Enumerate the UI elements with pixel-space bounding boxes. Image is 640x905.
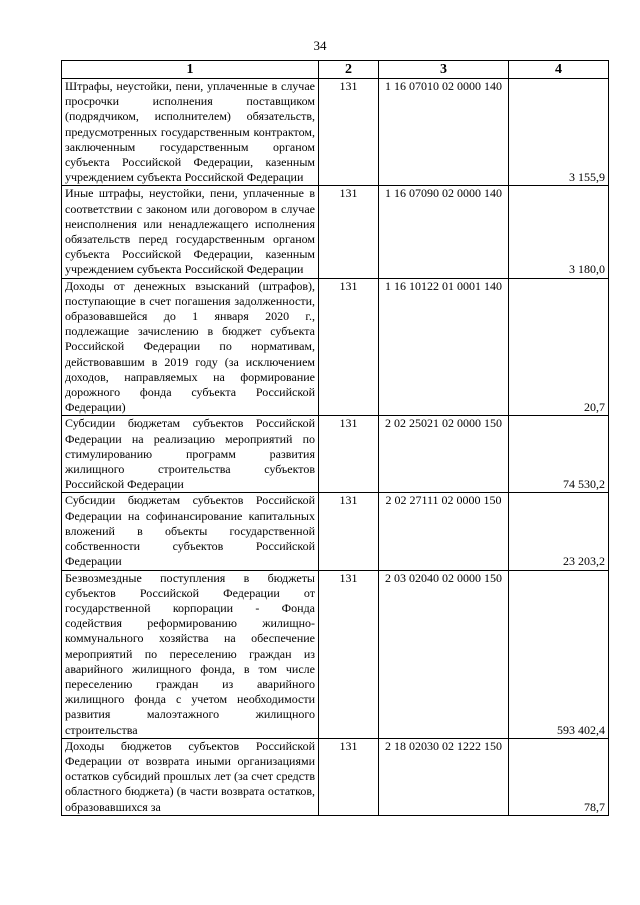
income-name: Доходы бюджетов субъектов Российской Федерации от возврата иными организациями остатков субсидий прошлых лет (за счет средств областного бюджета) (в части возврата остатков, образовавшихся за [62,738,319,815]
page-number: 34 [313,38,327,53]
line-code: 131 [319,738,379,815]
income-name: Иные штрафы, неустойки, пени, уплаченные в соответствии с законом или договором в случае неисполнения или ненадлежащего исполнения обязательств перед государственным органом субъекта Российской Федерации, казенным учреждением субъекта Российской Федерации [62,186,319,278]
amount: 23 203,2 [509,493,609,570]
amount: 78,7 [509,738,609,815]
budget-classification-code: 1 16 10122 01 0001 140 [379,278,509,416]
budget-classification-code: 2 03 02040 02 0000 150 [379,570,509,738]
header-col-1: 1 [62,61,319,79]
header-col-2: 2 [319,61,379,79]
budget-classification-code: 2 02 25021 02 0000 150 [379,416,509,493]
amount: 74 530,2 [509,416,609,493]
table-row [62,416,609,493]
budget-classification-code: 1 16 07010 02 0000 140 [379,79,509,186]
header-col-3: 3 [379,61,509,79]
line-code: 131 [319,570,379,738]
table-row [62,278,609,416]
budget-classification-code: 2 18 02030 02 1222 150 [379,738,509,815]
amount: 3 180,0 [509,186,609,278]
income-name: Штрафы, неустойки, пени, уплаченные в случае просрочки исполнения поставщиком (подрядчиком, исполнителем) обязательств, предусмотренных государственным контрактом, заключенным государственным органом субъекта Российской Федерации, казенным учреждением субъекта Российской Федерации [62,79,319,186]
line-code: 131 [319,79,379,186]
budget-classification-code: 2 02 27111 02 0000 150 [379,493,509,570]
income-name: Субсидии бюджетам субъектов Российской Федерации на софинансирование капитальных вложений в объекты государственной собственности субъектов Российской Федерации [62,493,319,570]
header-col-4: 4 [509,61,609,79]
table-row [62,79,609,186]
table-header-row [62,61,609,79]
amount: 593 402,4 [509,570,609,738]
income-name: Субсидии бюджетам субъектов Российской Федерации на реализацию мероприятий по стимулированию программ развития жилищного строительства субъектов Российской Федерации [62,416,319,493]
budget-classification-code: 1 16 07090 02 0000 140 [379,186,509,278]
table-row [62,493,609,570]
table-row [62,738,609,815]
revenue-table [61,60,609,816]
line-code: 131 [319,493,379,570]
amount: 20,7 [509,278,609,416]
income-name: Доходы от денежных взысканий (штрафов), поступающие в счет погашения задолженности, образовавшейся до 1 января 2020 г., подлежащие зачислению в бюджет субъекта Российской Федерации по нормативам, действовавшим в 2019 году (за исключением доходов, направляемых на формирование дорожного фонда субъекта Российской Федерации) [62,278,319,416]
line-code: 131 [319,186,379,278]
table-row [62,570,609,738]
table-row [62,186,609,278]
line-code: 131 [319,278,379,416]
line-code: 131 [319,416,379,493]
amount: 3 155,9 [509,79,609,186]
income-name: Безвозмездные поступления в бюджеты субъектов Российской Федерации от государственной корпорации - Фонда содействия реформированию жилищно-коммунального хозяйства на обеспечение мероприятий по переселению граждан из аварийного жилищного фонда, в том числе переселению граждан из аварийного жилищного фонда с учетом необходимости развития малоэтажного жилищного строительства [62,570,319,738]
